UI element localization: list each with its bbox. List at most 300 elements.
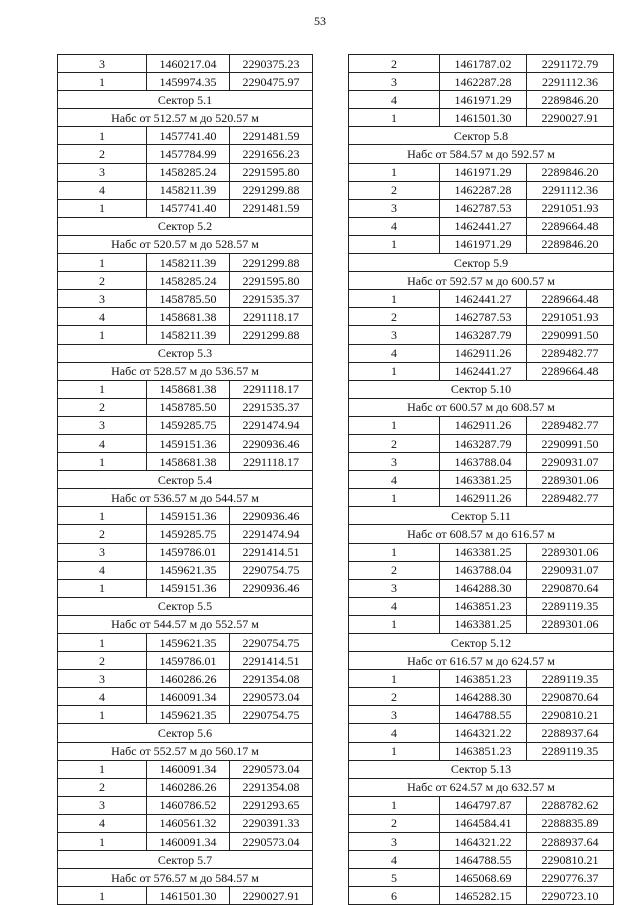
sector-header-row [58, 217, 313, 235]
sector-header-row [58, 615, 313, 633]
x-coordinate-cell: 1458285.24 [147, 163, 230, 181]
point-number-cell: 1 [349, 796, 440, 814]
table-row [349, 579, 614, 597]
y-coordinate-cell: 2291299.88 [230, 254, 313, 272]
point-number-cell: 3 [58, 55, 147, 73]
sector-header-row [349, 778, 614, 796]
point-number-cell: 3 [349, 453, 440, 471]
y-coordinate-cell: 2291118.17 [230, 453, 313, 471]
table-row [58, 326, 313, 344]
table-row [58, 453, 313, 471]
sector-header-text: Набс от 528.57 м до 536.57 м [58, 362, 313, 380]
x-coordinate-cell: 1457784.99 [147, 145, 230, 163]
x-coordinate-cell: 1464788.55 [440, 851, 527, 869]
point-number-cell: 1 [58, 254, 147, 272]
sector-header-text: Набс от 512.57 м до 520.57 м [58, 109, 313, 127]
y-coordinate-cell: 2291595.80 [230, 163, 313, 181]
table-row [349, 163, 614, 181]
y-coordinate-cell: 2290991.50 [527, 326, 614, 344]
table-row [349, 561, 614, 579]
table-row [349, 688, 614, 706]
point-number-cell: 3 [349, 706, 440, 724]
sector-header-row [58, 742, 313, 760]
table-row [58, 887, 313, 905]
x-coordinate-cell: 1460217.04 [147, 55, 230, 73]
point-number-cell: 4 [349, 217, 440, 235]
sector-header-text: Сектор 5.9 [349, 254, 614, 272]
sector-header-text: Сектор 5.8 [349, 127, 614, 145]
point-number-cell: 1 [349, 362, 440, 380]
x-coordinate-cell: 1458681.38 [147, 380, 230, 398]
x-coordinate-cell: 1459621.35 [147, 561, 230, 579]
table-row [58, 380, 313, 398]
x-coordinate-cell: 1458211.39 [147, 254, 230, 272]
x-coordinate-cell: 1464788.55 [440, 706, 527, 724]
sector-header-row [58, 362, 313, 380]
x-coordinate-cell: 1458285.24 [147, 272, 230, 290]
y-coordinate-cell: 2289119.35 [527, 670, 614, 688]
point-number-cell: 1 [349, 416, 440, 434]
table-row [58, 416, 313, 434]
x-coordinate-cell: 1463851.23 [440, 670, 527, 688]
table-row [58, 272, 313, 290]
table-row [349, 199, 614, 217]
sector-header-text: Набс от 592.57 м до 600.57 м [349, 272, 614, 290]
table-row [58, 760, 313, 778]
point-number-cell: 4 [58, 688, 147, 706]
y-coordinate-cell: 2291299.88 [230, 326, 313, 344]
point-number-cell: 1 [58, 760, 147, 778]
y-coordinate-cell: 2290810.21 [527, 706, 614, 724]
y-coordinate-cell: 2291051.93 [527, 308, 614, 326]
x-coordinate-cell: 1459974.35 [147, 73, 230, 91]
sector-header-text: Сектор 5.7 [58, 851, 313, 869]
y-coordinate-cell: 2290573.04 [230, 760, 313, 778]
y-coordinate-cell: 2291656.23 [230, 145, 313, 163]
x-coordinate-cell: 1460091.34 [147, 688, 230, 706]
sector-header-text: Сектор 5.10 [349, 380, 614, 398]
y-coordinate-cell: 2290027.91 [230, 887, 313, 905]
point-number-cell: 2 [349, 814, 440, 832]
y-coordinate-cell: 2291535.37 [230, 290, 313, 308]
y-coordinate-cell: 2289846.20 [527, 235, 614, 253]
x-coordinate-cell: 1459151.36 [147, 507, 230, 525]
point-number-cell: 1 [349, 670, 440, 688]
sector-header-text: Сектор 5.5 [58, 597, 313, 615]
sector-header-row [349, 254, 614, 272]
coordinates-table-left [57, 54, 313, 905]
y-coordinate-cell: 2289482.77 [527, 416, 614, 434]
point-number-cell: 3 [58, 543, 147, 561]
y-coordinate-cell: 2289301.06 [527, 543, 614, 561]
table-row [349, 344, 614, 362]
point-number-cell: 2 [349, 181, 440, 199]
x-coordinate-cell: 1458211.39 [147, 326, 230, 344]
point-number-cell: 2 [58, 145, 147, 163]
x-coordinate-cell: 1458681.38 [147, 308, 230, 326]
x-coordinate-cell: 1457741.40 [147, 199, 230, 217]
table-row [349, 742, 614, 760]
y-coordinate-cell: 2289301.06 [527, 471, 614, 489]
point-number-cell: 1 [58, 73, 147, 91]
point-number-cell: 1 [58, 579, 147, 597]
point-number-cell: 4 [349, 471, 440, 489]
y-coordinate-cell: 2291112.36 [527, 181, 614, 199]
x-coordinate-cell: 1464797.87 [440, 796, 527, 814]
table-row [58, 634, 313, 652]
y-coordinate-cell: 2291481.59 [230, 127, 313, 145]
x-coordinate-cell: 1459151.36 [147, 579, 230, 597]
point-number-cell: 4 [349, 724, 440, 742]
x-coordinate-cell: 1464288.30 [440, 688, 527, 706]
point-number-cell: 2 [58, 272, 147, 290]
sector-header-text: Набс от 616.57 м до 624.57 м [349, 652, 614, 670]
sector-header-row [58, 109, 313, 127]
sector-header-row [58, 869, 313, 887]
table-row [58, 670, 313, 688]
point-number-cell: 3 [58, 416, 147, 434]
x-coordinate-cell: 1462911.26 [440, 344, 527, 362]
sector-header-row [58, 724, 313, 742]
point-number-cell: 4 [58, 561, 147, 579]
point-number-cell: 3 [349, 326, 440, 344]
x-coordinate-cell: 1459621.35 [147, 634, 230, 652]
page-number: 53 [314, 14, 326, 28]
table-row [58, 290, 313, 308]
sector-header-row [349, 652, 614, 670]
table-row [349, 851, 614, 869]
x-coordinate-cell: 1463381.25 [440, 615, 527, 633]
x-coordinate-cell: 1462787.53 [440, 308, 527, 326]
y-coordinate-cell: 2290931.07 [527, 453, 614, 471]
sector-header-text: Сектор 5.1 [58, 91, 313, 109]
y-coordinate-cell: 2290754.75 [230, 561, 313, 579]
point-number-cell: 5 [349, 869, 440, 887]
x-coordinate-cell: 1463788.04 [440, 453, 527, 471]
sector-header-text: Сектор 5.6 [58, 724, 313, 742]
x-coordinate-cell: 1464584.41 [440, 814, 527, 832]
y-coordinate-cell: 2291414.51 [230, 543, 313, 561]
point-number-cell: 4 [349, 344, 440, 362]
table-row [349, 362, 614, 380]
point-number-cell: 2 [58, 525, 147, 543]
sector-header-row [349, 634, 614, 652]
point-number-cell: 3 [58, 670, 147, 688]
table-row [349, 434, 614, 452]
table-row [349, 471, 614, 489]
point-number-cell: 3 [349, 199, 440, 217]
point-number-cell: 2 [58, 778, 147, 796]
point-number-cell: 2 [349, 55, 440, 73]
x-coordinate-cell: 1463381.25 [440, 543, 527, 561]
point-number-cell: 1 [349, 235, 440, 253]
table-row [349, 597, 614, 615]
x-coordinate-cell: 1463788.04 [440, 561, 527, 579]
x-coordinate-cell: 1459151.36 [147, 434, 230, 452]
point-number-cell: 2 [349, 688, 440, 706]
sector-header-text: Набс от 584.57 м до 592.57 м [349, 145, 614, 163]
point-number-cell: 1 [58, 634, 147, 652]
x-coordinate-cell: 1463381.25 [440, 471, 527, 489]
y-coordinate-cell: 2290936.46 [230, 434, 313, 452]
y-coordinate-cell: 2291299.88 [230, 181, 313, 199]
table-row [349, 724, 614, 742]
x-coordinate-cell: 1463287.79 [440, 434, 527, 452]
y-coordinate-cell: 2290027.91 [527, 109, 614, 127]
point-number-cell: 1 [58, 887, 147, 905]
table-row [58, 561, 313, 579]
sector-header-text: Сектор 5.3 [58, 344, 313, 362]
y-coordinate-cell: 2291595.80 [230, 272, 313, 290]
y-coordinate-cell: 2290991.50 [527, 434, 614, 452]
table-row [349, 290, 614, 308]
y-coordinate-cell: 2291354.08 [230, 670, 313, 688]
point-number-cell: 1 [58, 507, 147, 525]
sector-header-text: Набс от 544.57 м до 552.57 м [58, 615, 313, 633]
y-coordinate-cell: 2289301.06 [527, 615, 614, 633]
x-coordinate-cell: 1463851.23 [440, 597, 527, 615]
point-number-cell: 4 [349, 851, 440, 869]
table-row [58, 543, 313, 561]
table-row [349, 887, 614, 905]
table-row [349, 869, 614, 887]
sector-header-text: Набс от 608.57 м до 616.57 м [349, 525, 614, 543]
y-coordinate-cell: 2288835.89 [527, 814, 614, 832]
y-coordinate-cell: 2290754.75 [230, 634, 313, 652]
x-coordinate-cell: 1461787.02 [440, 55, 527, 73]
y-coordinate-cell: 2288937.64 [527, 833, 614, 851]
x-coordinate-cell: 1462911.26 [440, 489, 527, 507]
table-row [58, 163, 313, 181]
table-row [58, 199, 313, 217]
table-row [349, 706, 614, 724]
point-number-cell: 3 [349, 579, 440, 597]
y-coordinate-cell: 2290754.75 [230, 706, 313, 724]
table-row [349, 615, 614, 633]
y-coordinate-cell: 2289846.20 [527, 163, 614, 181]
point-number-cell: 3 [58, 163, 147, 181]
point-number-cell: 1 [58, 326, 147, 344]
point-number-cell: 3 [349, 833, 440, 851]
point-number-cell: 1 [349, 290, 440, 308]
table-row [349, 833, 614, 851]
x-coordinate-cell: 1458785.50 [147, 290, 230, 308]
table-row [58, 507, 313, 525]
x-coordinate-cell: 1458211.39 [147, 181, 230, 199]
point-number-cell: 1 [58, 453, 147, 471]
y-coordinate-cell: 2290391.33 [230, 814, 313, 832]
sector-header-text: Сектор 5.4 [58, 471, 313, 489]
point-number-cell: 1 [349, 163, 440, 181]
table-row [58, 254, 313, 272]
x-coordinate-cell: 1459621.35 [147, 706, 230, 724]
x-coordinate-cell: 1459786.01 [147, 652, 230, 670]
sector-header-row [58, 344, 313, 362]
table-row [349, 670, 614, 688]
sector-header-text: Набс от 600.57 м до 608.57 м [349, 398, 614, 416]
sector-header-text: Сектор 5.2 [58, 217, 313, 235]
sector-header-row [349, 380, 614, 398]
x-coordinate-cell: 1461501.30 [147, 887, 230, 905]
point-number-cell: 4 [58, 434, 147, 452]
table-row [349, 73, 614, 91]
y-coordinate-cell: 2290776.37 [527, 869, 614, 887]
table-row [58, 145, 313, 163]
y-coordinate-cell: 2290870.64 [527, 688, 614, 706]
table-row [349, 543, 614, 561]
sector-header-text: Сектор 5.11 [349, 507, 614, 525]
y-coordinate-cell: 2289664.48 [527, 217, 614, 235]
table-row [58, 398, 313, 416]
sector-header-row [349, 525, 614, 543]
table-row [349, 326, 614, 344]
point-number-cell: 2 [58, 652, 147, 670]
table-row [58, 706, 313, 724]
y-coordinate-cell: 2291118.17 [230, 308, 313, 326]
sector-header-row [58, 851, 313, 869]
x-coordinate-cell: 1461971.29 [440, 235, 527, 253]
table-row [58, 778, 313, 796]
x-coordinate-cell: 1462287.28 [440, 73, 527, 91]
table-row [58, 833, 313, 851]
table-row [349, 796, 614, 814]
y-coordinate-cell: 2290870.64 [527, 579, 614, 597]
y-coordinate-cell: 2291172.79 [527, 55, 614, 73]
x-coordinate-cell: 1460786.52 [147, 796, 230, 814]
x-coordinate-cell: 1464288.30 [440, 579, 527, 597]
y-coordinate-cell: 2291051.93 [527, 199, 614, 217]
y-coordinate-cell: 2291481.59 [230, 199, 313, 217]
point-number-cell: 2 [349, 308, 440, 326]
y-coordinate-cell: 2290475.97 [230, 73, 313, 91]
table-row [58, 73, 313, 91]
y-coordinate-cell: 2291535.37 [230, 398, 313, 416]
x-coordinate-cell: 1462441.27 [440, 217, 527, 235]
sector-header-text: Набс от 520.57 м до 528.57 м [58, 235, 313, 253]
y-coordinate-cell: 2290936.46 [230, 579, 313, 597]
x-coordinate-cell: 1462787.53 [440, 199, 527, 217]
y-coordinate-cell: 2291118.17 [230, 380, 313, 398]
x-coordinate-cell: 1460561.32 [147, 814, 230, 832]
x-coordinate-cell: 1459285.75 [147, 525, 230, 543]
point-number-cell: 1 [349, 543, 440, 561]
x-coordinate-cell: 1462287.28 [440, 181, 527, 199]
x-coordinate-cell: 1461501.30 [440, 109, 527, 127]
point-number-cell: 1 [349, 742, 440, 760]
table-row [58, 688, 313, 706]
y-coordinate-cell: 2289482.77 [527, 489, 614, 507]
coordinates-table-right [348, 54, 614, 905]
x-coordinate-cell: 1465068.69 [440, 869, 527, 887]
x-coordinate-cell: 1459786.01 [147, 543, 230, 561]
sector-header-row [349, 145, 614, 163]
x-coordinate-cell: 1459285.75 [147, 416, 230, 434]
table-row [349, 109, 614, 127]
sector-header-row [58, 91, 313, 109]
y-coordinate-cell: 2291112.36 [527, 73, 614, 91]
y-coordinate-cell: 2289846.20 [527, 91, 614, 109]
table-row [349, 489, 614, 507]
sector-header-text: Сектор 5.12 [349, 634, 614, 652]
x-coordinate-cell: 1460286.26 [147, 778, 230, 796]
y-coordinate-cell: 2290723.10 [527, 887, 614, 905]
point-number-cell: 1 [58, 199, 147, 217]
point-number-cell: 2 [349, 561, 440, 579]
point-number-cell: 4 [349, 597, 440, 615]
x-coordinate-cell: 1462911.26 [440, 416, 527, 434]
table-row [58, 434, 313, 452]
point-number-cell: 1 [349, 489, 440, 507]
x-coordinate-cell: 1463851.23 [440, 742, 527, 760]
y-coordinate-cell: 2289482.77 [527, 344, 614, 362]
point-number-cell: 1 [58, 833, 147, 851]
sector-header-row [349, 398, 614, 416]
y-coordinate-cell: 2290931.07 [527, 561, 614, 579]
y-coordinate-cell: 2288937.64 [527, 724, 614, 742]
table-row [58, 55, 313, 73]
point-number-cell: 4 [349, 91, 440, 109]
x-coordinate-cell: 1460091.34 [147, 760, 230, 778]
table-row [349, 814, 614, 832]
table-row [58, 652, 313, 670]
x-coordinate-cell: 1460091.34 [147, 833, 230, 851]
table-row [58, 796, 313, 814]
table-row [349, 453, 614, 471]
x-coordinate-cell: 1458785.50 [147, 398, 230, 416]
point-number-cell: 1 [58, 380, 147, 398]
table-row [58, 308, 313, 326]
x-coordinate-cell: 1461971.29 [440, 91, 527, 109]
x-coordinate-cell: 1457741.40 [147, 127, 230, 145]
table-row [349, 91, 614, 109]
coordinates-table-left-body [58, 55, 313, 905]
sector-header-text: Набс от 624.57 м до 632.57 м [349, 778, 614, 796]
y-coordinate-cell: 2289119.35 [527, 742, 614, 760]
point-number-cell: 1 [58, 706, 147, 724]
y-coordinate-cell: 2291414.51 [230, 652, 313, 670]
table-row [349, 235, 614, 253]
table-row [58, 181, 313, 199]
x-coordinate-cell: 1462441.27 [440, 290, 527, 308]
sector-header-row [58, 489, 313, 507]
table-row [349, 308, 614, 326]
x-coordinate-cell: 1460286.26 [147, 670, 230, 688]
sector-header-row [58, 235, 313, 253]
point-number-cell: 1 [349, 615, 440, 633]
point-number-cell: 2 [349, 434, 440, 452]
sector-header-row [349, 760, 614, 778]
y-coordinate-cell: 2289664.48 [527, 290, 614, 308]
sector-header-row [349, 507, 614, 525]
sector-header-text: Набс от 576.57 м до 584.57 м [58, 869, 313, 887]
x-coordinate-cell: 1463287.79 [440, 326, 527, 344]
point-number-cell: 1 [58, 127, 147, 145]
coordinates-table-right-body [349, 55, 614, 905]
table-row [349, 416, 614, 434]
x-coordinate-cell: 1465282.15 [440, 887, 527, 905]
y-coordinate-cell: 2291354.08 [230, 778, 313, 796]
point-number-cell: 3 [58, 796, 147, 814]
y-coordinate-cell: 2290936.46 [230, 507, 313, 525]
x-coordinate-cell: 1462441.27 [440, 362, 527, 380]
y-coordinate-cell: 2291474.94 [230, 525, 313, 543]
sector-header-row [349, 272, 614, 290]
point-number-cell: 3 [58, 290, 147, 308]
y-coordinate-cell: 2291293.65 [230, 796, 313, 814]
sector-header-row [349, 127, 614, 145]
x-coordinate-cell: 1464321.22 [440, 724, 527, 742]
x-coordinate-cell: 1458681.38 [147, 453, 230, 471]
